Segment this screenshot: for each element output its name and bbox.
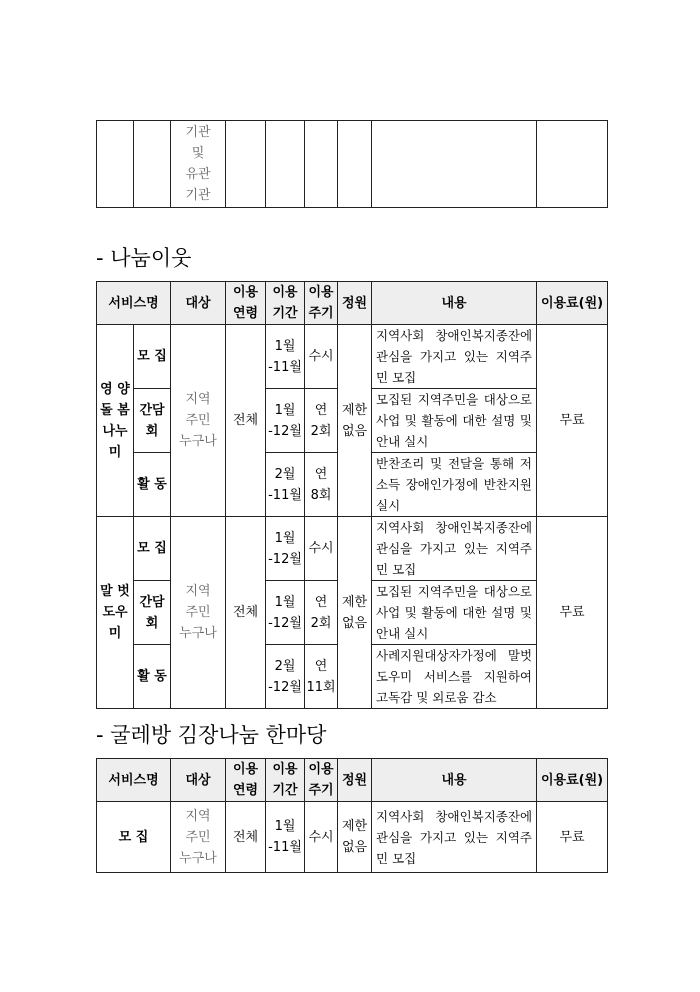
- sub-service: 모 집: [97, 802, 171, 873]
- cycle-cell: 수시: [305, 325, 338, 389]
- empty-cell: [338, 121, 372, 208]
- header-period: 이용 기간: [266, 759, 305, 802]
- empty-cell: [134, 121, 171, 208]
- section-title-kimjang: - 굴레방 김장나눔 한마당: [96, 723, 327, 747]
- target-cell: 지역 주민 누구나: [171, 517, 226, 709]
- sub-service: 간담회: [134, 389, 171, 453]
- target-line: 기관: [185, 125, 211, 140]
- cycle-cell: 수시: [305, 802, 338, 873]
- empty-cell: [266, 121, 305, 208]
- header-capacity: 정원: [338, 759, 372, 802]
- fee-cell: 무료: [537, 802, 608, 873]
- sub-service: 간담회: [134, 581, 171, 645]
- header-cycle: 이용 주기: [305, 282, 338, 325]
- section-title-nanum: - 나눔이웃: [96, 246, 192, 270]
- capacity-cell: 제한 없음: [338, 325, 372, 517]
- table-row: [97, 517, 608, 581]
- header-capacity: 정원: [338, 282, 372, 325]
- content-cell: 지역사회 창애인복지종잔에 관심을 가지고 있는 지역주민 모집: [372, 802, 537, 873]
- header-fee: 이용료(원): [537, 282, 608, 325]
- table-row: [97, 802, 608, 873]
- header-service: 서비스명: [97, 759, 171, 802]
- header-row: [97, 759, 608, 802]
- capacity-cell: 제한 없음: [338, 517, 372, 709]
- content-cell: 지역사회 창애인복지종잔에 관심을 가지고 있는 지역주민 모집: [372, 325, 537, 389]
- header-period: 이용 기간: [266, 282, 305, 325]
- top-partial-table: [96, 120, 608, 208]
- period-cell: 2월 -12월: [266, 645, 305, 709]
- target-cell: 지역 주민 누구나: [171, 802, 226, 873]
- sub-service: 모 집: [134, 517, 171, 581]
- cycle-cell: 연 2회: [305, 389, 338, 453]
- cycle-cell: 연 11회: [305, 645, 338, 709]
- cycle-cell: 수시: [305, 517, 338, 581]
- nanum-table: [96, 281, 608, 709]
- header-target: 대상: [171, 759, 226, 802]
- header-age: 이용 연령: [226, 282, 266, 325]
- period-cell: 1월 -12월: [266, 581, 305, 645]
- period-cell: 2월 -11월: [266, 453, 305, 517]
- header-row: [97, 282, 608, 325]
- target-cell: 지역 주민 누구나: [171, 325, 226, 517]
- service-name: 영 양 돌 봄 나누미: [97, 325, 134, 517]
- empty-cell: [305, 121, 338, 208]
- period-cell: 1월 -12월: [266, 517, 305, 581]
- capacity-cell: 제한 없음: [338, 802, 372, 873]
- header-content: 내용: [372, 759, 537, 802]
- target-line: 및: [191, 146, 205, 161]
- content-cell: 사례지원대상자가정에 말벗도우미 서비스를 지원하여 고독감 및 외로움 감소: [372, 645, 537, 709]
- empty-cell: [226, 121, 266, 208]
- empty-cell: [537, 121, 608, 208]
- content-cell: 지역사회 창애인복지종잔에 관심을 가지고 있는 지역주민 모집: [372, 517, 537, 581]
- period-cell: 1월 -12월: [266, 389, 305, 453]
- header-content: 내용: [372, 282, 537, 325]
- fee-cell: 무료: [537, 517, 608, 709]
- period-cell: 1월 -11월: [266, 802, 305, 873]
- empty-cell: [372, 121, 537, 208]
- header-age: 이용 연령: [226, 759, 266, 802]
- period-cell: 1월 -11월: [266, 325, 305, 389]
- header-fee: 이용료(원): [537, 759, 608, 802]
- sub-service: 활 동: [134, 645, 171, 709]
- target-line: 기관: [185, 188, 211, 203]
- header-service: 서비스명: [97, 282, 171, 325]
- header-cycle: 이용 주기: [305, 759, 338, 802]
- sub-service: 모 집: [134, 325, 171, 389]
- fee-cell: 무료: [537, 325, 608, 517]
- header-target: 대상: [171, 282, 226, 325]
- table-row: [97, 325, 608, 389]
- service-name: 말 벗 도우미: [97, 517, 134, 709]
- kimjang-table: [96, 758, 608, 873]
- target-cell: [171, 121, 226, 208]
- target-line: 유관: [185, 167, 211, 182]
- age-cell: 전체: [226, 802, 266, 873]
- content-cell: 모집된 지역주민을 대상으로 사업 및 활동에 대한 설명 및 안내 실시: [372, 581, 537, 645]
- content-cell: 반찬조리 및 전달을 통해 저소득 장애인가정에 반찬지원 실시: [372, 453, 537, 517]
- content-cell: 모집된 지역주민을 대상으로 사업 및 활동에 대한 설명 및 안내 실시: [372, 389, 537, 453]
- age-cell: 전체: [226, 325, 266, 517]
- sub-service: 활 동: [134, 453, 171, 517]
- cycle-cell: 연 8회: [305, 453, 338, 517]
- cycle-cell: 연 2회: [305, 581, 338, 645]
- empty-cell: [97, 121, 134, 208]
- age-cell: 전체: [226, 517, 266, 709]
